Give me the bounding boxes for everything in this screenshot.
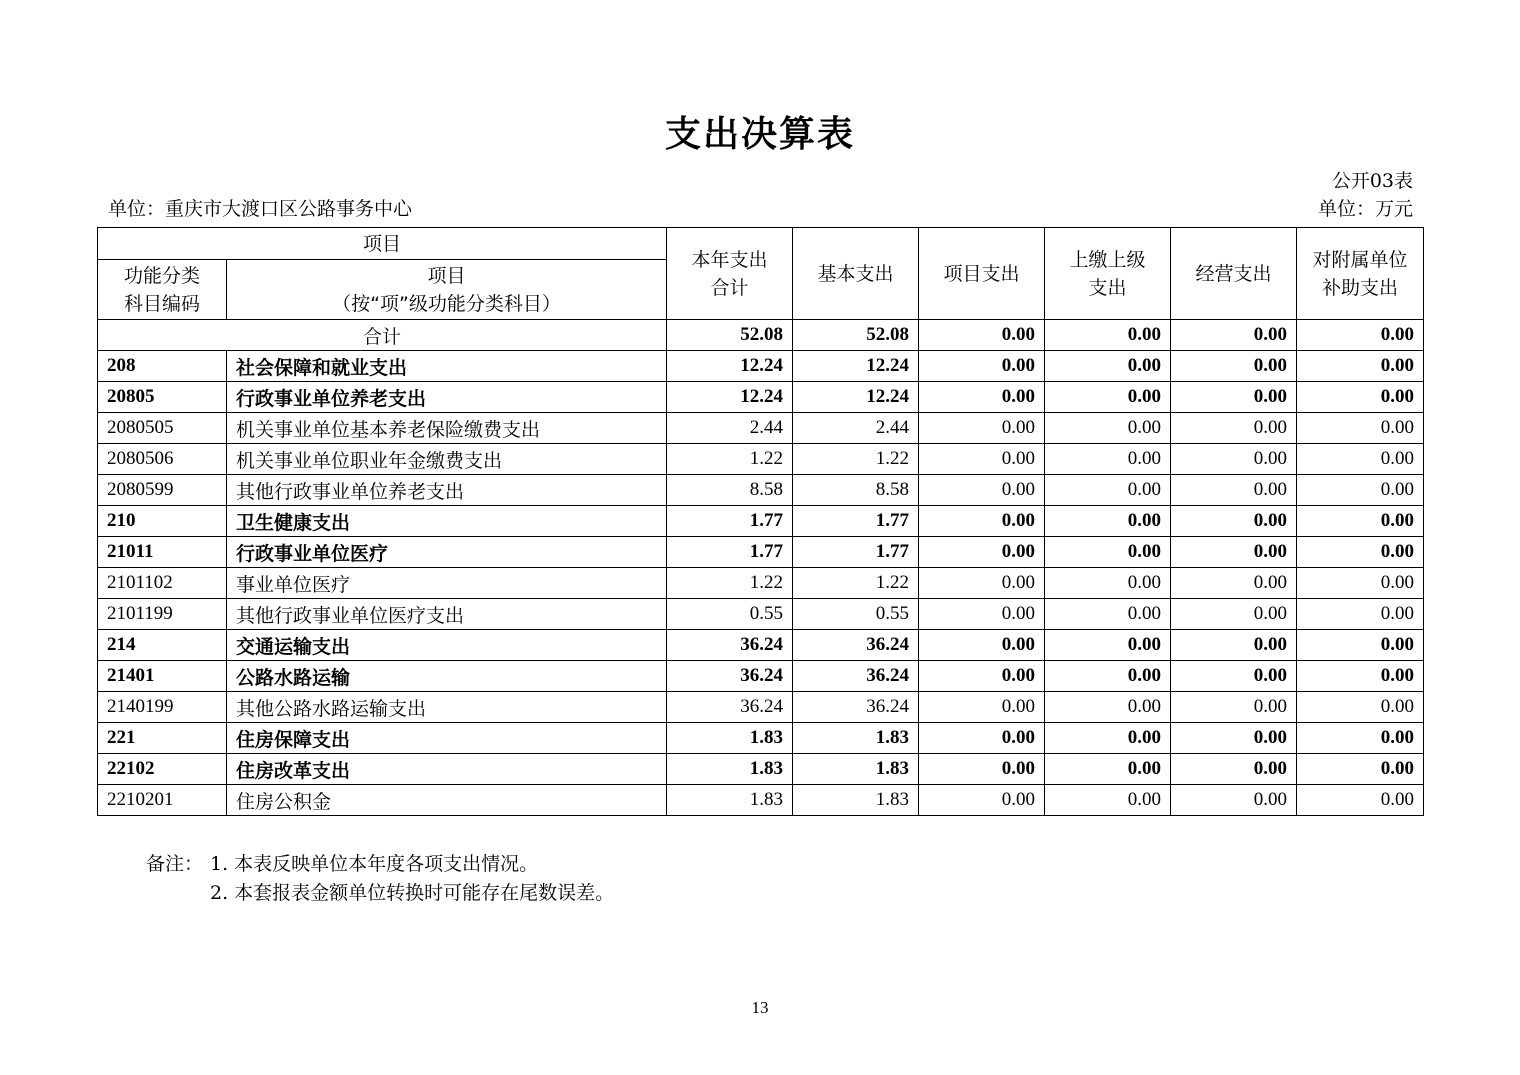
row-value: 0.00 [919, 444, 1045, 475]
row-value: 1.77 [793, 506, 919, 537]
reporting-unit: 单位：重庆市大渡口区公路事务中心 [108, 198, 413, 220]
row-value: 0.00 [1297, 537, 1424, 568]
row-value: 0.00 [1297, 692, 1424, 723]
row-value: 0.00 [1171, 599, 1297, 630]
table-row [98, 723, 1424, 754]
row-value: 0.00 [1171, 723, 1297, 754]
row-value: 2.44 [667, 413, 793, 444]
row-code: 2210201 [98, 785, 227, 816]
row-value: 0.00 [1045, 568, 1171, 599]
row-value: 0.00 [1171, 506, 1297, 537]
row-value: 0.00 [1171, 754, 1297, 785]
table-row [98, 599, 1424, 630]
note-item: 1. 本表反映单位本年度各项支出情况。 [210, 853, 539, 875]
row-value: 0.00 [1297, 351, 1424, 382]
row-value: 0.00 [1171, 475, 1297, 506]
row-value: 0.00 [1171, 351, 1297, 382]
row-name: 住房公积金 [227, 785, 667, 816]
total-value: 0.00 [1297, 320, 1424, 351]
row-code: 2101102 [98, 568, 227, 599]
row-value: 0.00 [1045, 754, 1171, 785]
row-name: 社会保障和就业支出 [227, 351, 667, 382]
row-value: 0.00 [1045, 785, 1171, 816]
row-value: 0.00 [919, 754, 1045, 785]
row-name: 其他公路水路运输支出 [227, 692, 667, 723]
row-value: 0.00 [919, 568, 1045, 599]
table-row [98, 785, 1424, 816]
note-item: 2. 本套报表金额单位转换时可能存在尾数误差。 [210, 882, 615, 904]
notes-lead: 备注： [146, 853, 204, 875]
table-row [98, 351, 1424, 382]
row-value: 0.00 [1045, 506, 1171, 537]
row-value: 1.22 [667, 568, 793, 599]
total-value: 52.08 [667, 320, 793, 351]
expenditure-table [97, 227, 1424, 816]
row-value: 36.24 [667, 661, 793, 692]
header-name: 项目 （按“项”级功能分类科目） [227, 260, 667, 320]
table-row [98, 506, 1424, 537]
row-code: 20805 [98, 382, 227, 413]
row-code: 2080506 [98, 444, 227, 475]
row-value: 0.00 [1045, 382, 1171, 413]
row-value: 1.22 [667, 444, 793, 475]
row-value: 0.00 [919, 723, 1045, 754]
row-value: 0.55 [793, 599, 919, 630]
header-operating: 经营支出 [1171, 228, 1297, 320]
total-value: 0.00 [919, 320, 1045, 351]
row-value: 0.00 [919, 351, 1045, 382]
row-value: 0.00 [1297, 382, 1424, 413]
row-value: 8.58 [793, 475, 919, 506]
row-name: 行政事业单位医疗 [227, 537, 667, 568]
row-value: 0.55 [667, 599, 793, 630]
row-code: 22102 [98, 754, 227, 785]
row-value: 0.00 [919, 785, 1045, 816]
row-value: 0.00 [1171, 568, 1297, 599]
row-value: 1.83 [667, 754, 793, 785]
row-value: 2.44 [793, 413, 919, 444]
table-body [98, 320, 1424, 816]
row-value: 0.00 [1045, 692, 1171, 723]
table-row [98, 413, 1424, 444]
row-value: 0.00 [919, 506, 1045, 537]
table-row [98, 661, 1424, 692]
total-label: 合计 [98, 320, 667, 351]
row-value: 0.00 [919, 630, 1045, 661]
row-name: 其他行政事业单位医疗支出 [227, 599, 667, 630]
row-name: 行政事业单位养老支出 [227, 382, 667, 413]
row-value: 1.77 [667, 506, 793, 537]
row-code: 214 [98, 630, 227, 661]
row-code: 21401 [98, 661, 227, 692]
row-name: 交通运输支出 [227, 630, 667, 661]
row-value: 0.00 [1171, 630, 1297, 661]
row-code: 208 [98, 351, 227, 382]
notes [146, 850, 614, 908]
row-name: 住房保障支出 [227, 723, 667, 754]
row-value: 0.00 [919, 413, 1045, 444]
row-name: 其他行政事业单位养老支出 [227, 475, 667, 506]
row-value: 0.00 [1297, 444, 1424, 475]
row-value: 0.00 [919, 475, 1045, 506]
row-name: 公路水路运输 [227, 661, 667, 692]
row-code: 2140199 [98, 692, 227, 723]
row-value: 0.00 [1045, 475, 1171, 506]
row-name: 事业单位医疗 [227, 568, 667, 599]
row-code: 2080505 [98, 413, 227, 444]
form-number: 公开03表 [1331, 170, 1413, 192]
row-value: 0.00 [1045, 537, 1171, 568]
row-value: 0.00 [1297, 599, 1424, 630]
row-code: 2080599 [98, 475, 227, 506]
row-value: 1.22 [793, 444, 919, 475]
page-title: 支出决算表 [664, 114, 855, 155]
row-value: 36.24 [793, 692, 919, 723]
row-value: 0.00 [1045, 723, 1171, 754]
row-value: 0.00 [1171, 413, 1297, 444]
row-value: 0.00 [1045, 661, 1171, 692]
row-value: 0.00 [1171, 444, 1297, 475]
row-value: 12.24 [793, 382, 919, 413]
table-row [98, 475, 1424, 506]
row-value: 12.24 [667, 351, 793, 382]
header-subsidiary: 对附属单位 补助支出 [1297, 228, 1424, 320]
row-code: 21011 [98, 537, 227, 568]
row-value: 12.24 [793, 351, 919, 382]
row-value: 0.00 [1045, 351, 1171, 382]
row-value: 0.00 [1171, 382, 1297, 413]
row-code: 210 [98, 506, 227, 537]
row-value: 0.00 [1297, 723, 1424, 754]
table-row [98, 568, 1424, 599]
header-code: 功能分类 科目编码 [98, 260, 227, 320]
row-name: 住房改革支出 [227, 754, 667, 785]
row-name: 卫生健康支出 [227, 506, 667, 537]
total-value: 52.08 [793, 320, 919, 351]
table-row [98, 537, 1424, 568]
row-value: 1.83 [793, 785, 919, 816]
row-value: 12.24 [667, 382, 793, 413]
row-value: 0.00 [1045, 444, 1171, 475]
table-row [98, 754, 1424, 785]
row-value: 0.00 [1297, 754, 1424, 785]
row-value: 36.24 [667, 692, 793, 723]
row-code: 2101199 [98, 599, 227, 630]
row-value: 0.00 [1297, 661, 1424, 692]
row-name: 机关事业单位基本养老保险缴费支出 [227, 413, 667, 444]
header-basic: 基本支出 [793, 228, 919, 320]
row-value: 1.22 [793, 568, 919, 599]
row-value: 36.24 [793, 630, 919, 661]
row-value: 1.77 [667, 537, 793, 568]
header-upper: 上缴上级 支出 [1045, 228, 1171, 320]
table-row [98, 630, 1424, 661]
row-value: 0.00 [919, 692, 1045, 723]
row-value: 0.00 [919, 537, 1045, 568]
row-value: 1.83 [793, 754, 919, 785]
row-value: 0.00 [1171, 692, 1297, 723]
row-value: 0.00 [1297, 475, 1424, 506]
row-code: 221 [98, 723, 227, 754]
row-value: 0.00 [1171, 537, 1297, 568]
row-value: 0.00 [1297, 630, 1424, 661]
row-value: 36.24 [667, 630, 793, 661]
row-value: 1.83 [667, 785, 793, 816]
total-value: 0.00 [1171, 320, 1297, 351]
row-value: 36.24 [793, 661, 919, 692]
table-row [98, 692, 1424, 723]
row-value: 0.00 [1045, 413, 1171, 444]
table-row [98, 444, 1424, 475]
total-row [98, 320, 1424, 351]
currency-unit: 单位：万元 [1317, 198, 1413, 220]
row-value: 0.00 [919, 661, 1045, 692]
row-name: 机关事业单位职业年金缴费支出 [227, 444, 667, 475]
row-value: 0.00 [1297, 785, 1424, 816]
row-value: 0.00 [1171, 785, 1297, 816]
row-value: 0.00 [1045, 599, 1171, 630]
row-value: 0.00 [1297, 413, 1424, 444]
header-total: 本年支出 合计 [667, 228, 793, 320]
row-value: 8.58 [667, 475, 793, 506]
row-value: 1.83 [667, 723, 793, 754]
row-value: 0.00 [1171, 661, 1297, 692]
page-number: 13 [751, 998, 769, 1017]
row-value: 0.00 [919, 599, 1045, 630]
row-value: 1.83 [793, 723, 919, 754]
table-row [98, 382, 1424, 413]
row-value: 0.00 [1045, 630, 1171, 661]
header-item-group: 项目 [98, 228, 667, 260]
row-value: 0.00 [1297, 568, 1424, 599]
header-project: 项目支出 [919, 228, 1045, 320]
total-value: 0.00 [1045, 320, 1171, 351]
row-value: 1.77 [793, 537, 919, 568]
row-value: 0.00 [919, 382, 1045, 413]
row-value: 0.00 [1297, 506, 1424, 537]
